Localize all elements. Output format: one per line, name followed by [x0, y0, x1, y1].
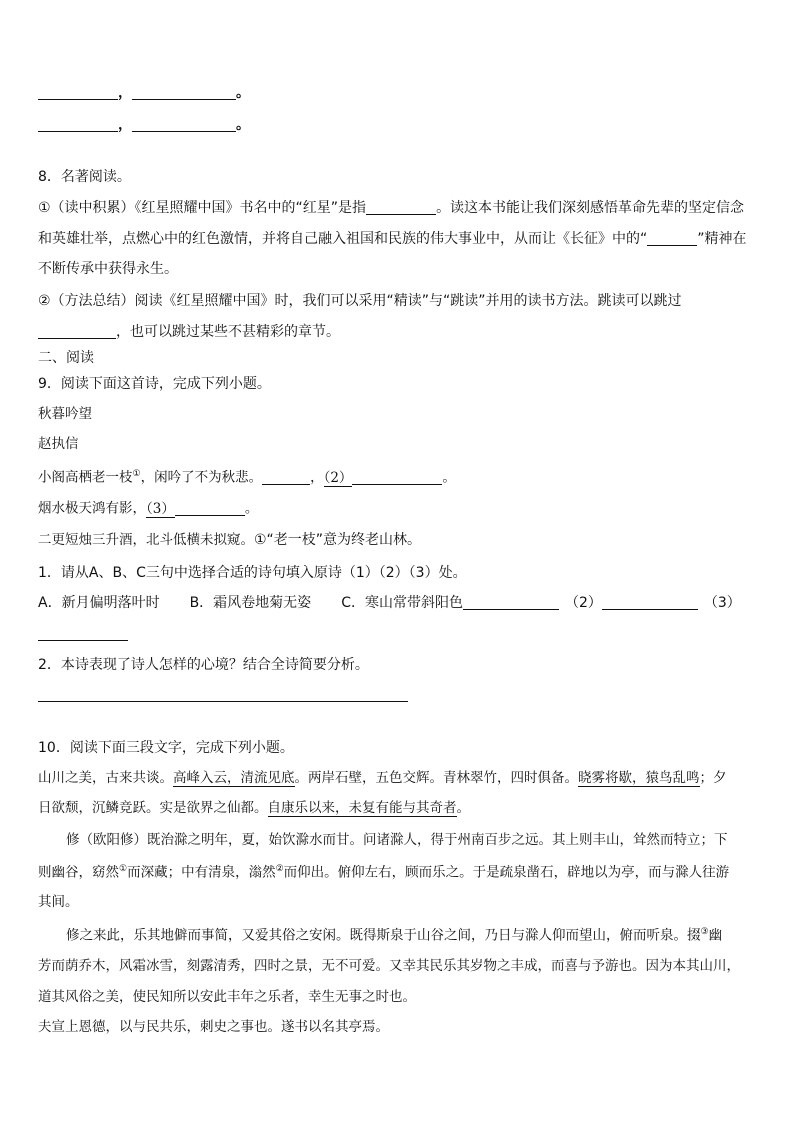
q8-para1-line3: 不断传承中获得永生。 [38, 261, 178, 277]
answer-blank[interactable] [38, 688, 408, 702]
answer-blank[interactable] [463, 596, 559, 610]
answer-blank[interactable] [38, 86, 118, 100]
poem-title: 秋暮吟望 [38, 406, 92, 422]
q10-p1-line1: 山川之美，古来共谈。高峰入云，清流见底。两岸石壁，五色交辉。青林翠竹，四时俱备。晓雾将歇，猿鸟乱鸣；夕 [38, 770, 727, 786]
q8-para2-line1: ②（方法总结）阅读《红星照耀中国》时，我们可以采用“精读”与“跳读”并用的读书方法。跳读可以跳过 [38, 293, 682, 309]
q9-sub2: 2．本诗表现了诗人怎样的心境？结合全诗简要分析。 [38, 657, 369, 673]
answer-blank[interactable] [38, 325, 116, 339]
answer-blank[interactable] [262, 471, 310, 485]
q9-sub1: 1．请从A、B、C三句中选择合适的诗句填入原诗（1）（2）（3）处。 [38, 565, 467, 581]
q10-p3-line4: 夫宣上恩德，以与民共乐，刺史之事也。遂书以名其亭焉。 [38, 1019, 389, 1035]
section-heading: 二、阅读 [38, 350, 94, 366]
answer-blank[interactable] [38, 118, 118, 132]
q10-p2-line1: 修（欧阳修）既治滁之明年，夏，始饮滁水而甘。问诸滁人，得于州南百步之远。其上则丰山，耸然而特立；下 [66, 832, 728, 848]
q8-para1-line1: ①（读中积累）《红星照耀中国》书名中的“红星”是指 。读这本书能让我们深刻感悟革命先辈的坚定信念 [38, 200, 745, 216]
q8-title: 8．名著阅读。 [38, 169, 131, 185]
q8-para1-line2: 和英雄壮举，点燃心中的红色激情，并将自己融入祖国和民族的伟大事业中，从而让《长征》中的“ ”精神在 [38, 231, 747, 247]
q10-title: 10．阅读下面三段文字，完成下列小题。 [38, 740, 294, 756]
blank-line-1: ， 。 [38, 86, 764, 100]
poem-line-1: 小阁高栖老一枝①，闲吟了不为秋悲。 ，（2） 。 [38, 469, 456, 486]
blank-line-2: ， 。 [38, 118, 764, 132]
poem-line-2: 烟水极天鸿有影，（3） 。 [38, 500, 259, 517]
q9-title: 9．阅读下面这首诗，完成下列小题。 [38, 376, 271, 392]
answer-blank[interactable] [132, 118, 236, 132]
answer-blank[interactable] [602, 596, 698, 610]
q9-answer-line [38, 688, 764, 702]
q10-p3-line1: 修之来此，乐其地僻而事简，又爱其俗之安闲。既得斯泉于山谷之间，乃日与滁人仰而望山，俯而听泉。掇③幽 [66, 927, 723, 944]
q10-p2-line3: 其间。 [38, 894, 79, 910]
option-b[interactable]: B．霜风卷地菊无姿 [189, 595, 312, 611]
answer-blank[interactable] [647, 232, 697, 246]
q10-p3-line2: 芳而荫乔木，风霜冰雪，刻露清秀，四时之景，无不可爱。又幸其民乐其岁物之丰成，而喜与予游也。因为本其山川， [38, 958, 740, 974]
answer-blank[interactable] [38, 627, 128, 641]
answer-blank[interactable] [175, 502, 245, 516]
q9-options-continuation [38, 627, 764, 641]
option-a[interactable]: A．新月偏明落叶时 [38, 595, 160, 611]
q9-options: A．新月偏明落叶时 B．霜风卷地菊无姿 C．寒山常带斜阳色 （2） （3） [38, 595, 741, 611]
option-c[interactable]: C．寒山常带斜阳色 [341, 595, 463, 611]
q10-p3-line3: 道其风俗之美，使民知所以安此丰年之乐者，幸生无事之时也。 [38, 989, 416, 1005]
poem-line-3: 二更短烛三升酒，北斗低横未拟窥。①“老一枝”意为终老山林。 [38, 532, 422, 548]
answer-blank[interactable] [132, 86, 236, 100]
q10-p2-line2: 则幽谷，窈然①而深藏；中有清泉，滃然②而仰出。俯仰左右，顾而乐之。于是疏泉凿石，辟地以为亭，而与滁人往游 [38, 864, 730, 881]
poem-author: 赵执信 [38, 436, 79, 452]
answer-blank[interactable] [366, 201, 436, 215]
q8-para2-line2: ，也可以跳过某些不甚精彩的章节。 [38, 325, 764, 339]
answer-blank[interactable] [352, 471, 442, 485]
q10-p1-line2: 日欲颓，沉鳞竞跃。实是欲界之仙都。自康乐以来，未复有能与其奇者。 [38, 800, 470, 816]
